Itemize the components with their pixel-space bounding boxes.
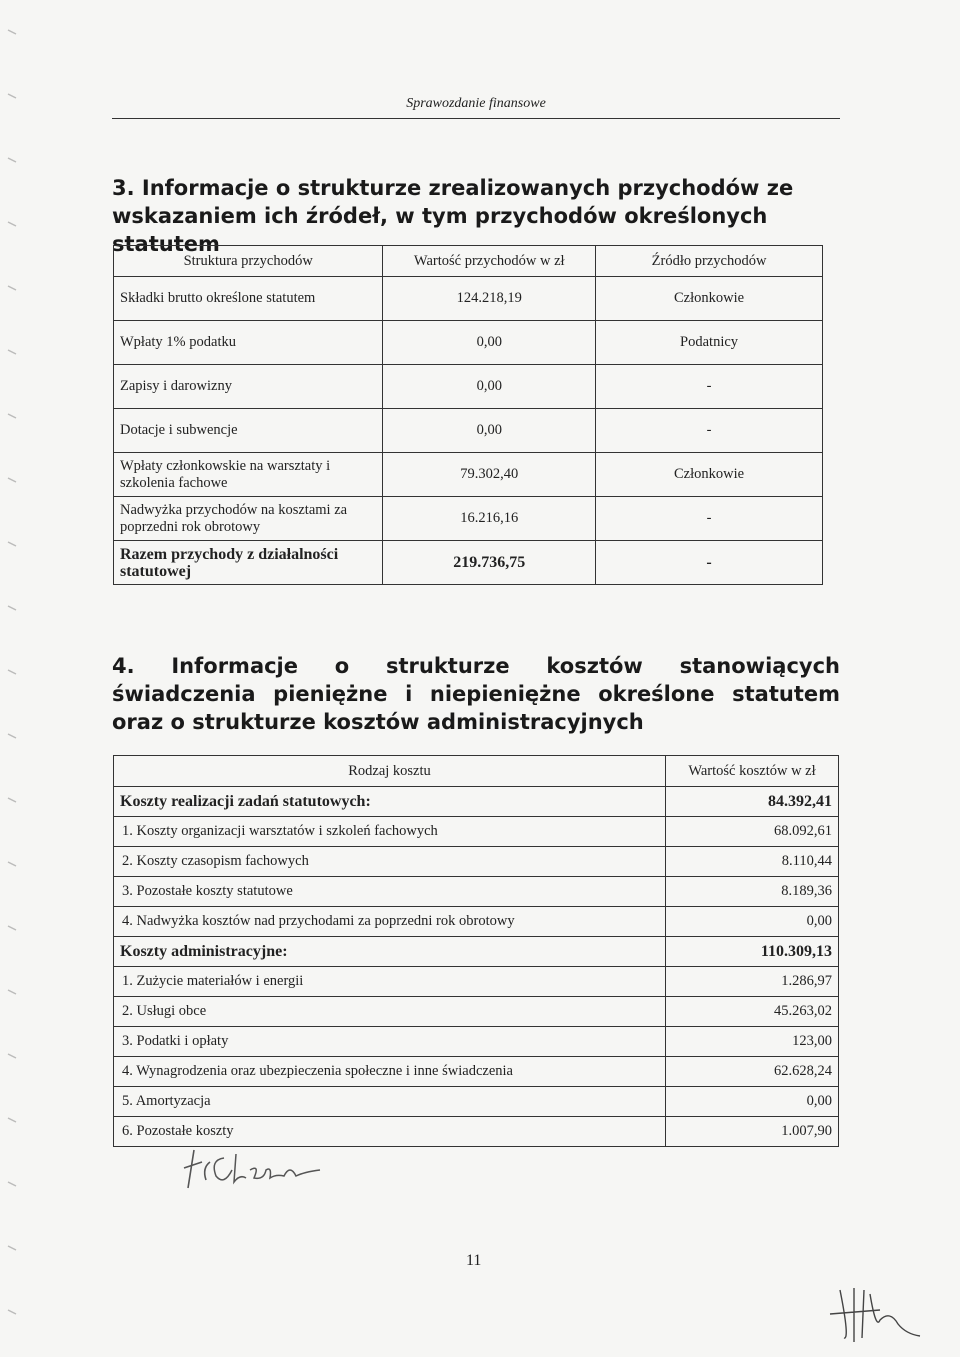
revenue-row xyxy=(114,277,823,321)
revenue-row xyxy=(114,365,823,409)
binding-mark xyxy=(8,1182,16,1186)
running-header: Sprawozdanie finansowe xyxy=(112,96,840,119)
binding-mark xyxy=(8,798,16,802)
revenue-source-cell: - xyxy=(596,497,823,541)
revenue-value-cell: 79.302,40 xyxy=(383,453,596,497)
revenue-source-cell: - xyxy=(596,409,823,453)
cost-item-row xyxy=(114,967,839,997)
revenue-row xyxy=(114,541,823,585)
cost-item-value: 1.007,90 xyxy=(666,1117,839,1147)
revenue-structure-cell: Wpłaty 1% podatku xyxy=(114,321,383,365)
binding-mark xyxy=(8,670,16,674)
cost-item-value: 0,00 xyxy=(666,907,839,937)
cost-item-row xyxy=(114,1087,839,1117)
handwritten-signature xyxy=(180,1140,330,1195)
cost-table xyxy=(113,755,839,1147)
binding-mark xyxy=(8,94,16,98)
cost-item-value: 62.628,24 xyxy=(666,1057,839,1087)
binding-mark xyxy=(8,414,16,418)
cost-group-value: 110.309,13 xyxy=(666,937,839,967)
revenue-structure-cell: Składki brutto określone statutem xyxy=(114,277,383,321)
revenue-source-cell: Podatnicy xyxy=(596,321,823,365)
revenue-structure-cell: Dotacje i subwencje xyxy=(114,409,383,453)
binding-mark xyxy=(8,158,16,162)
revenue-value-cell: 124.218,19 xyxy=(383,277,596,321)
binding-mark xyxy=(8,478,16,482)
revenue-row xyxy=(114,321,823,365)
revenue-source-cell: - xyxy=(596,541,823,585)
binding-mark xyxy=(8,30,16,34)
revenue-table xyxy=(113,245,823,585)
cost-group-label: Koszty administracyjne: xyxy=(114,937,666,967)
cost-group-label: Koszty realizacji zadań statutowych: xyxy=(114,787,666,817)
cost-item-label: 2. Usługi obce xyxy=(114,997,666,1027)
binding-mark xyxy=(8,734,16,738)
revenue-value-cell: 219.736,75 xyxy=(383,541,596,585)
cost-group-row xyxy=(114,787,839,817)
revenue-structure-cell: Zapisy i darowizny xyxy=(114,365,383,409)
cost-item-row xyxy=(114,847,839,877)
cost-group-value: 84.392,41 xyxy=(666,787,839,817)
cost-item-label: 1. Zużycie materiałów i energii xyxy=(114,967,666,997)
revenue-source-cell: Członkowie xyxy=(596,277,823,321)
cost-item-value: 8.110,44 xyxy=(666,847,839,877)
revenue-value-cell: 0,00 xyxy=(383,365,596,409)
cost-item-label: 4. Nadwyżka kosztów nad przychodami za poprzedni rok obrotowy xyxy=(114,907,666,937)
revenue-row xyxy=(114,497,823,541)
cost-item-label: 5. Amortyzacja xyxy=(114,1087,666,1117)
revenue-structure-cell: Nadwyżka przychodów na kosztami za poprzedni rok obrotowy xyxy=(114,497,383,541)
cost-item-row xyxy=(114,997,839,1027)
cost-item-value: 45.263,02 xyxy=(666,997,839,1027)
revenue-value-cell: 0,00 xyxy=(383,409,596,453)
binding-mark xyxy=(8,222,16,226)
cost-header-value: Wartość kosztów w zł xyxy=(666,756,839,787)
cost-item-label: 3. Pozostałe koszty statutowe xyxy=(114,877,666,907)
cost-item-label: 4. Wynagrodzenia oraz ubezpieczenia społeczne i inne świadczenia xyxy=(114,1057,666,1087)
cost-item-label: 1. Koszty organizacji warsztatów i szkoleń fachowych xyxy=(114,817,666,847)
binding-mark xyxy=(8,350,16,354)
binding-edge xyxy=(6,0,18,1357)
cost-item-value: 68.092,61 xyxy=(666,817,839,847)
cost-item-row xyxy=(114,1057,839,1087)
section-3-heading: 3. Informacje o strukturze zrealizowanych przychodów ze wskazaniem ich źródeł, w tym przychodów określonych statutem xyxy=(112,176,794,256)
revenue-header-value: Wartość przychodów w zł xyxy=(383,246,596,277)
cost-header-type: Rodzaj kosztu xyxy=(114,756,666,787)
cost-group-row xyxy=(114,937,839,967)
revenue-header-source: Źródło przychodów xyxy=(596,246,823,277)
revenue-source-cell: Członkowie xyxy=(596,453,823,497)
page-number: 11 xyxy=(466,1252,482,1269)
revenue-source-cell: - xyxy=(596,365,823,409)
binding-mark xyxy=(8,606,16,610)
cost-item-value: 0,00 xyxy=(666,1087,839,1117)
revenue-row xyxy=(114,453,823,497)
binding-mark xyxy=(8,990,16,994)
binding-mark xyxy=(8,862,16,866)
cost-item-label: 3. Podatki i opłaty xyxy=(114,1027,666,1057)
section-4-heading: 4. Informacje o strukturze kosztów stanowiących świadczenia pieniężne i niepieniężne określone statutem oraz o strukturze kosztów administracyjnych xyxy=(112,654,840,734)
cost-item-row xyxy=(114,817,839,847)
binding-mark xyxy=(8,1118,16,1122)
binding-mark xyxy=(8,286,16,290)
cost-item-row xyxy=(114,907,839,937)
binding-mark xyxy=(8,1054,16,1058)
binding-mark xyxy=(8,1246,16,1250)
cost-item-row xyxy=(114,877,839,907)
binding-mark xyxy=(8,1310,16,1314)
cost-item-label: 6. Pozostałe koszty xyxy=(114,1117,666,1147)
cost-item-row xyxy=(114,1027,839,1057)
revenue-structure-cell: Razem przychody z działalności statutowej xyxy=(114,541,383,585)
cost-item-value: 123,00 xyxy=(666,1027,839,1057)
binding-mark xyxy=(8,926,16,930)
cost-item-label: 2. Koszty czasopism fachowych xyxy=(114,847,666,877)
revenue-value-cell: 16.216,16 xyxy=(383,497,596,541)
revenue-value-cell: 0,00 xyxy=(383,321,596,365)
revenue-structure-cell: Wpłaty członkowskie na warsztaty i szkolenia fachowe xyxy=(114,453,383,497)
initials-mark xyxy=(820,1280,930,1345)
binding-mark xyxy=(8,542,16,546)
cost-item-value: 8.189,36 xyxy=(666,877,839,907)
cost-item-value: 1.286,97 xyxy=(666,967,839,997)
revenue-header-structure: Struktura przychodów xyxy=(114,246,383,277)
revenue-row xyxy=(114,409,823,453)
